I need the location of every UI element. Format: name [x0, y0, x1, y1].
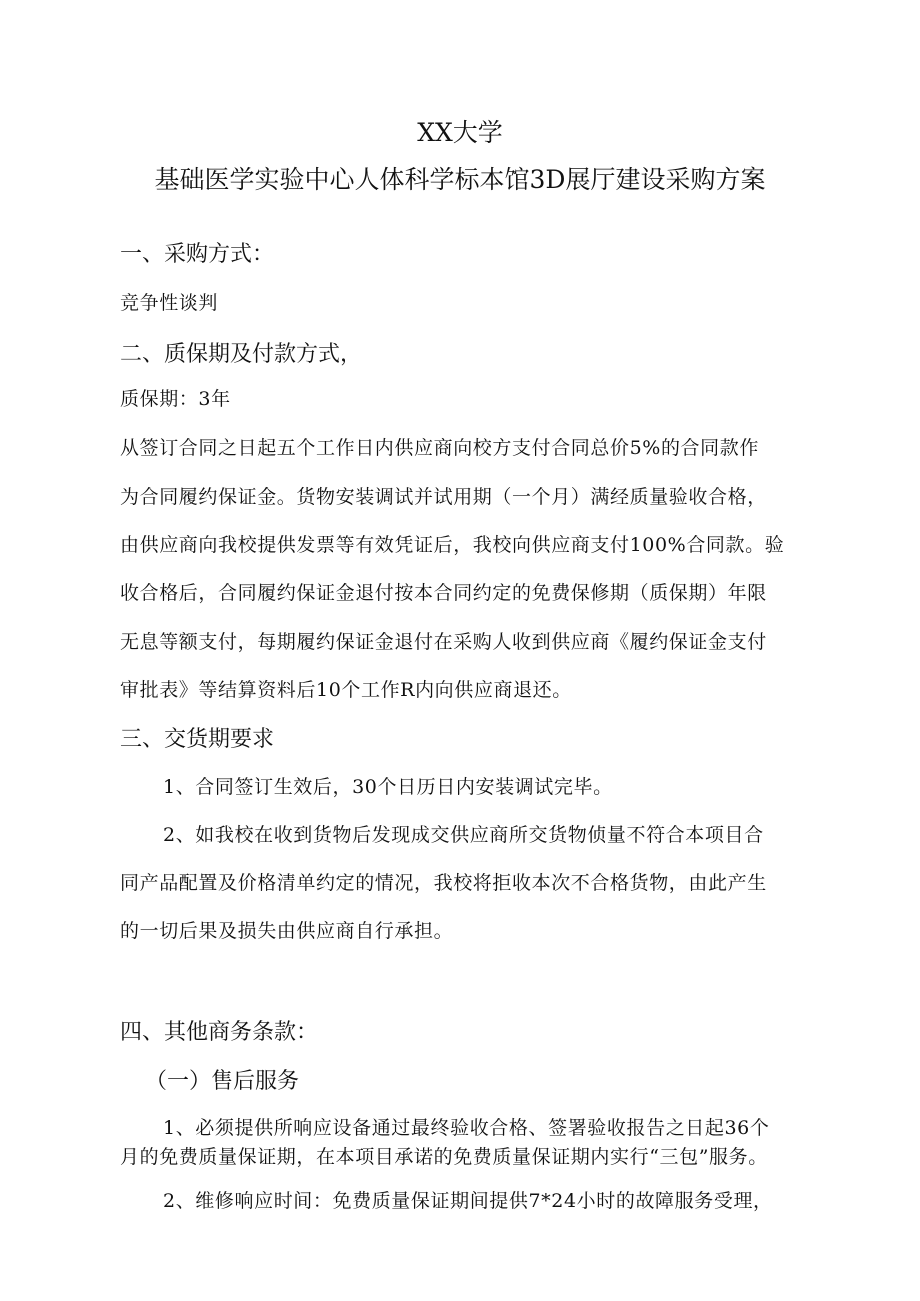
payment-line: 审批表》等结算资料后10个工作R内向供应商退还。 [120, 679, 572, 701]
service-item-2: 2、维修响应时间：免费质量保证期间提供7*24小时的故障服务受理， [163, 1190, 773, 1212]
section-3-heading: 三、交货期要求 [120, 727, 275, 752]
section-1-body: 竞争性谈判 [120, 292, 219, 314]
delivery-item-2-line: 2、如我校在收到货物后发现成交供应商所交货物侦量不符合本项目合 [163, 824, 764, 846]
warranty-period: 质保期：3年 [120, 388, 231, 410]
delivery-item-2-line: 的一切后果及损失由供应商自行承担。 [120, 920, 454, 942]
delivery-item-2-line: 同产品配置及价格清单约定的情况，我校将拒收本次不合格货物，由此产生 [120, 872, 767, 894]
section-2-heading: 二、质保期及付款方式， [120, 342, 363, 367]
service-item-1-line: 1、必须提供所响应设备通过最终验收合格、签署验收报告之日起36个 [163, 1117, 770, 1139]
university-name: XX大学 [417, 118, 503, 147]
payment-line: 从签订合同之日起五个工作日内供应商向校方支付合同总价5%的合同款作 [120, 437, 759, 459]
service-item-1-line: 月的免费质量保证期，在本项目承诺的免费质量保证期内实行“三包”服务。 [120, 1146, 768, 1168]
payment-line: 收合格后，合同履约保证金退付按本合同约定的免费保修期（质保期）年限 [120, 582, 767, 604]
section-4-heading: 四、其他商务条款： [120, 1020, 319, 1045]
payment-line: 由供应商向我校提供发票等有效凭证后，我校向供应商支付100%合同款。验 [120, 534, 785, 556]
section-1-heading: 一、采购方式： [120, 242, 275, 267]
payment-line: 为合同履约保证金。货物安装调试并试用期（一个月）满经质量验收合格， [120, 486, 767, 508]
document-title: 基础医学实验中心人体科学标本馆3D展厅建设采购方案 [154, 165, 766, 194]
after-sales-subheading: （一）售后服务 [145, 1069, 300, 1094]
payment-line: 无息等额支付，每期履约保证金退付在采购人收到供应商《履约保证金支付 [120, 631, 767, 653]
delivery-item-1: 1、合同签订生效后，30个日历日内安装调试完毕。 [163, 776, 613, 798]
